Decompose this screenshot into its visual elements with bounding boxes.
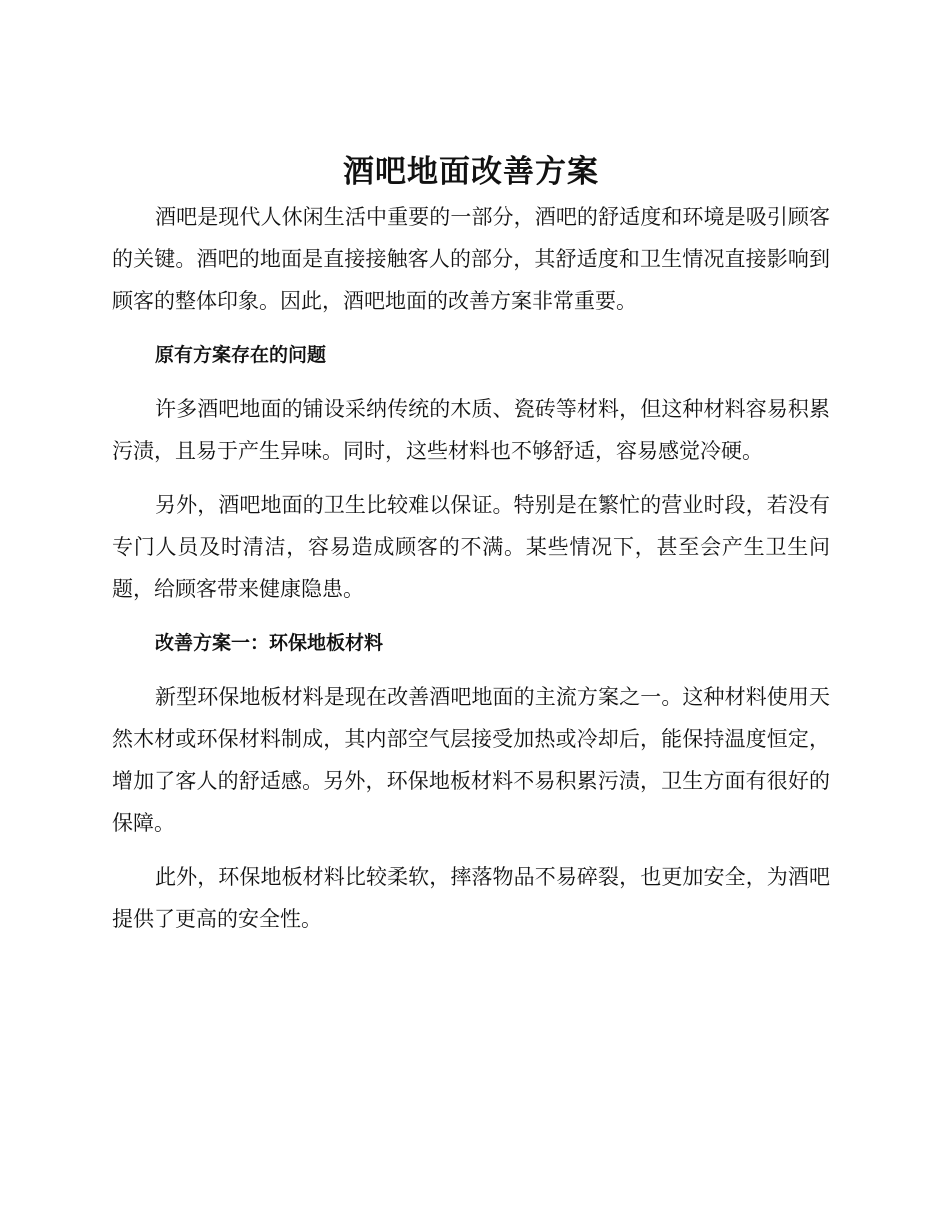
body-paragraph: 新型环保地板材料是现在改善酒吧地面的主流方案之一。这种材料使用天然木材或环保材料制成，其内部空气层接受加热或冷却后，能保持温度恒定，增加了客人的舒适感。另外，环保地板材料不易积累污渍，卫生方面有很好的保障。 bbox=[112, 685, 830, 835]
body-paragraph: 许多酒吧地面的铺设采纳传统的木质、瓷砖等材料，但这种材料容易积累污渍，且易于产生异味。同时，这些材料也不够舒适，容易感觉冷硬。 bbox=[112, 397, 830, 463]
document-body bbox=[112, 150, 830, 952]
section-heading-solution-one: 改善方案一：环保地板材料 bbox=[155, 632, 384, 654]
document-title: 酒吧地面改善方案 bbox=[343, 154, 599, 190]
body-paragraph: 另外，酒吧地面的卫生比较难以保证。特别是在繁忙的营业时段，若没有专门人员及时清洁，容易造成顾客的不满。某些情况下，甚至会产生卫生问题，给顾客带来健康隐患。 bbox=[112, 493, 830, 601]
section-heading-problems: 原有方案存在的问题 bbox=[155, 344, 327, 366]
intro-paragraph: 酒吧是现代人休闲生活中重要的一部分，酒吧的舒适度和环境是吸引顾客的关键。酒吧的地面是直接接触客人的部分，其舒适度和卫生情况直接影响到顾客的整体印象。因此，酒吧地面的改善方案非常重要。 bbox=[112, 205, 830, 313]
body-paragraph: 此外，环保地板材料比较柔软，摔落物品不易碎裂，也更加安全，为酒吧提供了更高的安全性。 bbox=[112, 865, 830, 931]
